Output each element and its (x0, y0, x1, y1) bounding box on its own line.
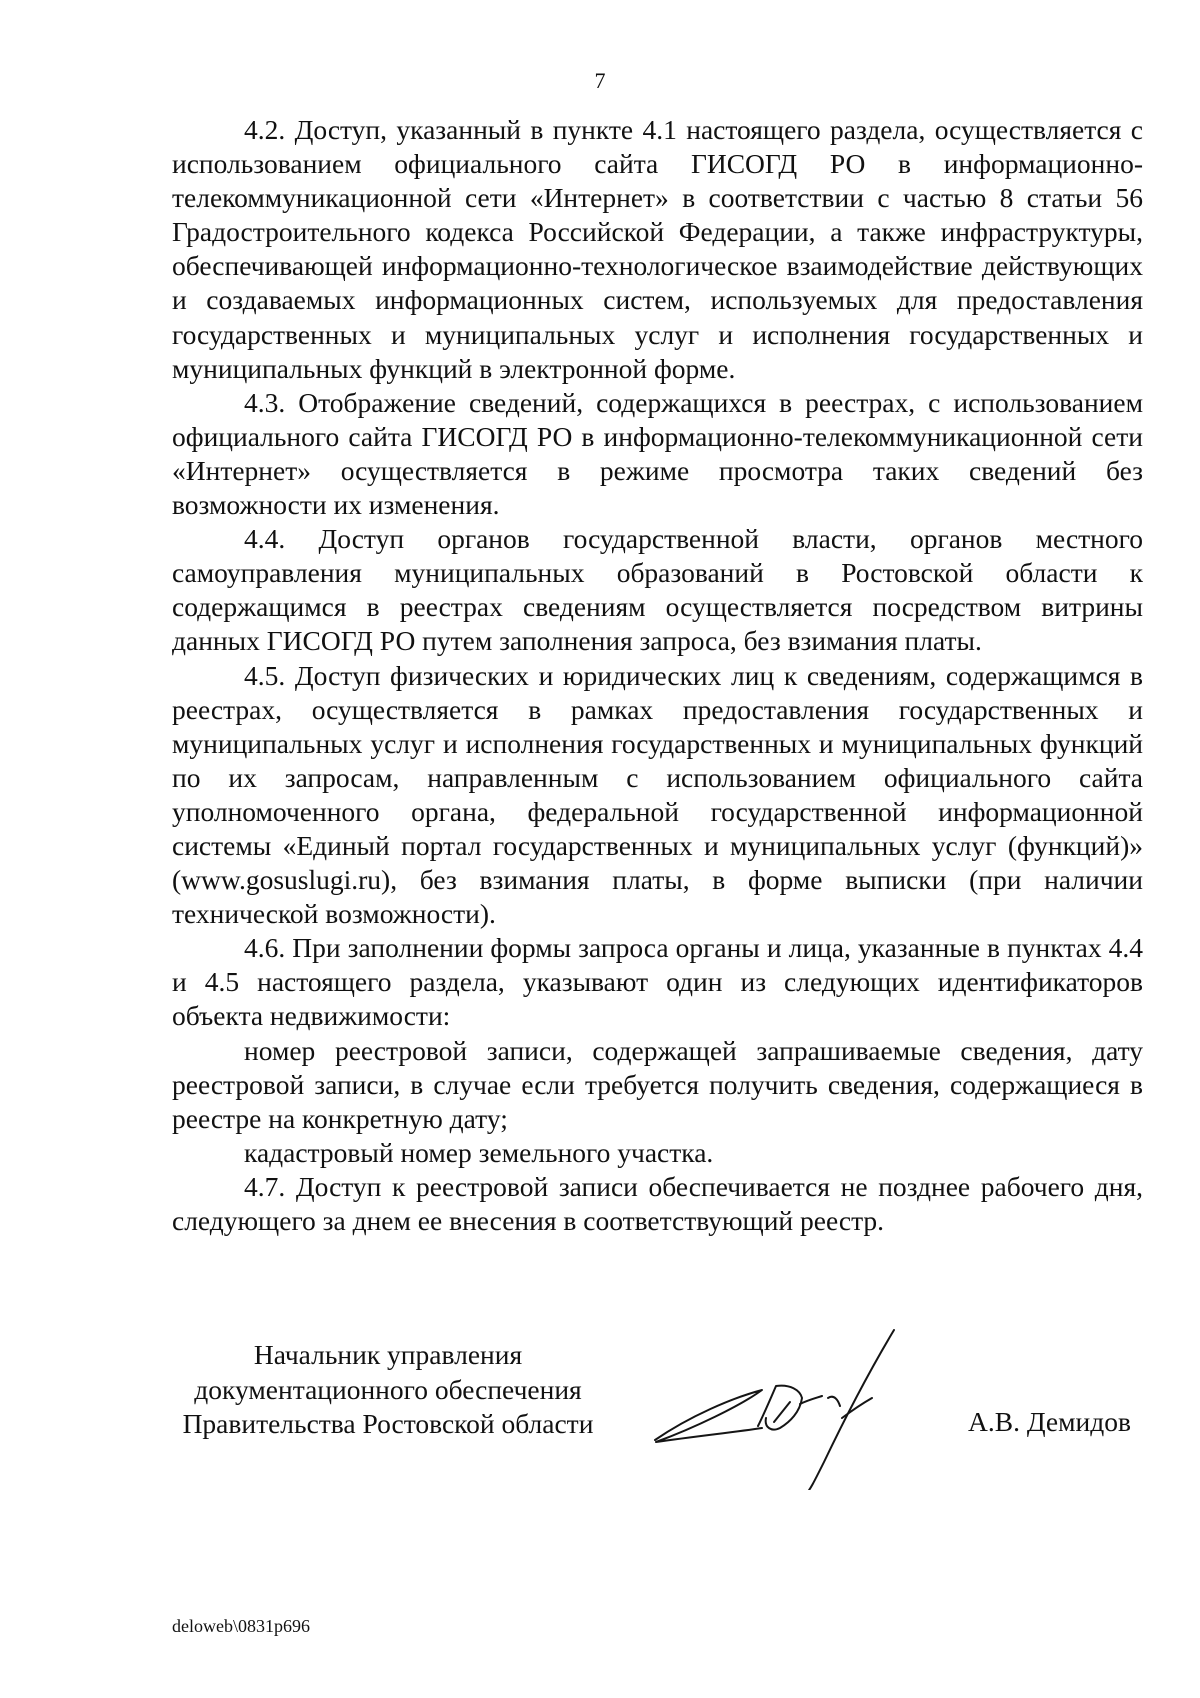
document-code: deloweb\0831p696 (172, 1616, 310, 1636)
list-item-cadastral-number: кадастровый номер земельного участка. (244, 1136, 714, 1168)
signatory-title (168, 1338, 608, 1442)
page-number: 7 (594, 68, 606, 93)
paragraph-4-7: 4.7. Доступ к реестровой записи обеспечивается не позднее рабочего дня, следующего за днем ее внесения в соответствующий реестр. (172, 1170, 1143, 1236)
paragraph-4-5: 4.5. Доступ физических и юридических лиц к сведениям, содержащимся в реестрах, осуществляется в рамках предоставления государственных и муниципальных услуг и исполнения государственных и муниципальных функций по их запросам, направленным с использованием официального сайта уполномоченного органа, федеральной государственной информационной системы «Единый портал государственных и муниципальных услуг (функций)» (www.gosuslugi.ru), без взимания платы, в форме выписки (при наличии технической возможности). (172, 659, 1143, 930)
list-item-record-number: номер реестровой записи, содержащей запрашиваемые сведения, дату реестровой записи, в случае если требуется получить сведения, содержащиеся в реестре на конкретную дату; (172, 1034, 1143, 1134)
handwritten-signature (650, 1320, 950, 1490)
paragraph-4-3: 4.3. Отображение сведений, содержащихся в реестрах, с использованием официального сайта ГИСОГД РО в информационно-телекоммуникационной сети «Интернет» осуществляется в режиме просмотра таких сведений без возможности их изменения. (172, 386, 1143, 521)
paragraph-4-6: 4.6. При заполнении формы запроса органы и лица, указанные в пунктах 4.4 и 4.5 настоящего раздела, указывают один из следующих идентификаторов объекта недвижимости: (172, 932, 1143, 1032)
document-body (172, 113, 1143, 1238)
signatory-title-line: Правительства Ростовской области (182, 1408, 594, 1439)
signatory-title-line: Начальник управления (253, 1339, 523, 1370)
paragraph-4-2: 4.2. Доступ, указанный в пункте 4.1 настоящего раздела, осуществляется с использованием официального сайта ГИСОГД РО в информационно-телекоммуникационной сети «Интернет» в соответствии с частью 8 статьи 56 Градостроительного кодекса Российской Федерации, а также инфраструктуры, обеспечивающей информационно-технологическое взаимодействие действующих и создаваемых информационных систем, используемых для предоставления государственных и муниципальных услуг и исполнения государственных и муниципальных функций в электронной форме. (172, 114, 1143, 384)
paragraph-4-4: 4.4. Доступ органов государственной власти, органов местного самоуправления муниципальных образований в Ростовской области к содержащимся в реестрах сведениям осуществляется посредством витрины данных ГИСОГД РО путем заполнения запроса, без взимания платы. (172, 523, 1143, 657)
signatory-title-line: документационного обеспечения (194, 1373, 582, 1405)
signer-name: А.В. Демидов (968, 1406, 1131, 1437)
